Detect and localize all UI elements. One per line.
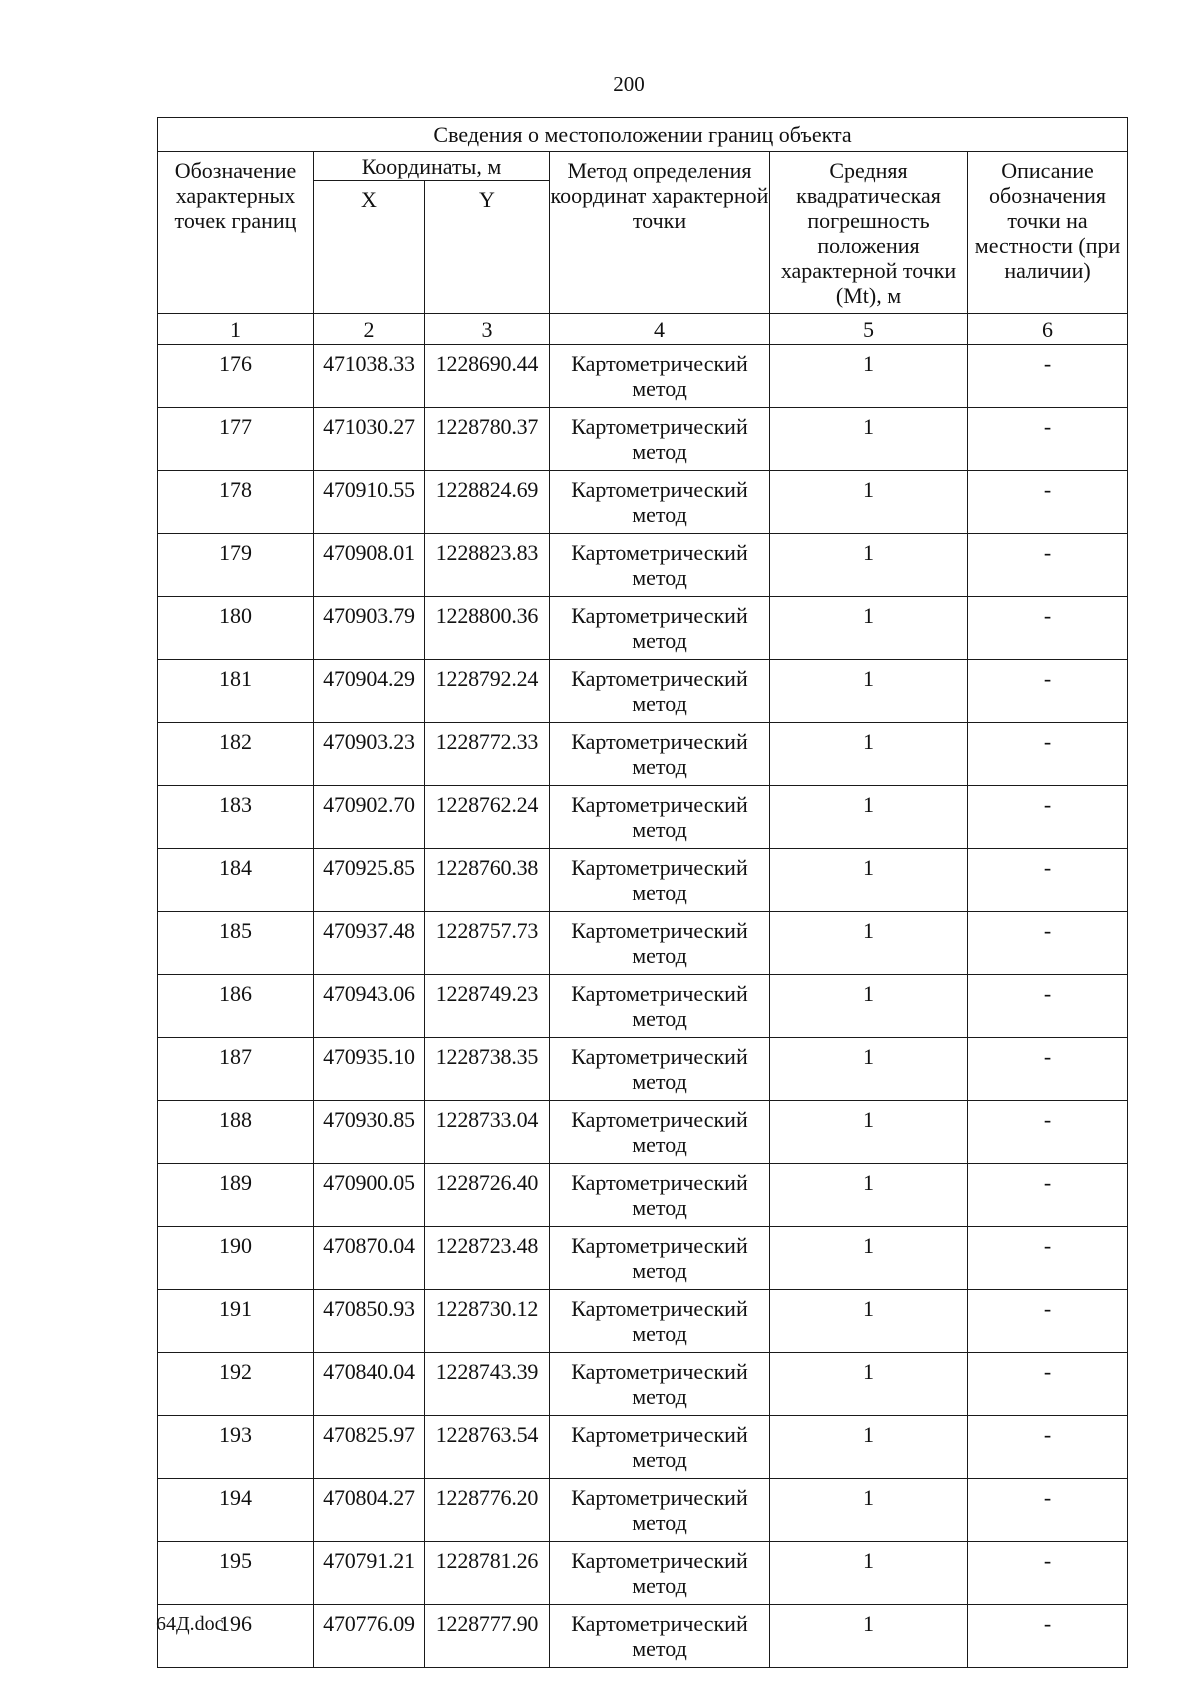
description-cell: - <box>968 1227 1128 1290</box>
column-number: 4 <box>550 314 770 345</box>
x-coordinate-cell: 470937.48 <box>314 912 425 975</box>
description-cell: - <box>968 1353 1128 1416</box>
error-cell: 1 <box>770 1479 968 1542</box>
description-cell: - <box>968 912 1128 975</box>
table-row <box>158 849 1128 912</box>
column-number: 2 <box>314 314 425 345</box>
point-designation-cell: 185 <box>158 912 314 975</box>
method-cell: Картометрический метод <box>550 975 770 1038</box>
description-cell: - <box>968 849 1128 912</box>
point-designation-cell: 190 <box>158 1227 314 1290</box>
x-coordinate-cell: 471030.27 <box>314 408 425 471</box>
column-numbers-row <box>158 314 1128 345</box>
y-coordinate-cell: 1228760.38 <box>425 849 550 912</box>
point-designation-cell: 182 <box>158 723 314 786</box>
point-designation-cell: 176 <box>158 345 314 408</box>
header-error: Средняя квадратическая погрешность положения характерной точки (Mt), м <box>770 152 968 314</box>
table-row <box>158 912 1128 975</box>
point-designation-cell: 178 <box>158 471 314 534</box>
y-coordinate-cell: 1228792.24 <box>425 660 550 723</box>
y-coordinate-cell: 1228763.54 <box>425 1416 550 1479</box>
point-designation-cell: 192 <box>158 1353 314 1416</box>
table-row <box>158 1542 1128 1605</box>
error-cell: 1 <box>770 912 968 975</box>
error-cell: 1 <box>770 471 968 534</box>
method-cell: Картометрический метод <box>550 1479 770 1542</box>
column-number: 5 <box>770 314 968 345</box>
description-cell: - <box>968 1542 1128 1605</box>
table-row <box>158 408 1128 471</box>
point-designation-cell: 194 <box>158 1479 314 1542</box>
description-cell: - <box>968 534 1128 597</box>
table-row <box>158 471 1128 534</box>
error-cell: 1 <box>770 1542 968 1605</box>
method-cell: Картометрический метод <box>550 849 770 912</box>
y-coordinate-cell: 1228824.69 <box>425 471 550 534</box>
y-coordinate-cell: 1228781.26 <box>425 1542 550 1605</box>
description-cell: - <box>968 471 1128 534</box>
x-coordinate-cell: 470840.04 <box>314 1353 425 1416</box>
table-row <box>158 597 1128 660</box>
error-cell: 1 <box>770 786 968 849</box>
x-coordinate-cell: 470930.85 <box>314 1101 425 1164</box>
point-designation-cell: 189 <box>158 1164 314 1227</box>
description-cell: - <box>968 975 1128 1038</box>
y-coordinate-cell: 1228738.35 <box>425 1038 550 1101</box>
y-coordinate-cell: 1228823.83 <box>425 534 550 597</box>
page-number: 200 <box>613 72 645 96</box>
error-cell: 1 <box>770 597 968 660</box>
x-coordinate-cell: 470908.01 <box>314 534 425 597</box>
description-cell: - <box>968 786 1128 849</box>
y-coordinate-cell: 1228776.20 <box>425 1479 550 1542</box>
description-cell: - <box>968 1605 1128 1668</box>
point-designation-cell: 177 <box>158 408 314 471</box>
point-designation-cell: 179 <box>158 534 314 597</box>
table-row <box>158 534 1128 597</box>
table-row <box>158 723 1128 786</box>
x-coordinate-cell: 471038.33 <box>314 345 425 408</box>
point-designation-cell: 187 <box>158 1038 314 1101</box>
x-coordinate-cell: 470903.23 <box>314 723 425 786</box>
method-cell: Картометрический метод <box>550 1416 770 1479</box>
error-cell: 1 <box>770 849 968 912</box>
footer-filename: 64Д.doc <box>156 1613 224 1635</box>
method-cell: Картометрический метод <box>550 1605 770 1668</box>
point-designation-cell: 196 <box>158 1605 314 1668</box>
error-cell: 1 <box>770 1101 968 1164</box>
table-row <box>158 1605 1128 1668</box>
description-cell: - <box>968 723 1128 786</box>
x-coordinate-cell: 470904.29 <box>314 660 425 723</box>
point-designation-cell: 183 <box>158 786 314 849</box>
column-number: 6 <box>968 314 1128 345</box>
error-cell: 1 <box>770 975 968 1038</box>
x-coordinate-cell: 470870.04 <box>314 1227 425 1290</box>
table-row <box>158 1353 1128 1416</box>
header-y: Y <box>425 181 550 314</box>
y-coordinate-cell: 1228772.33 <box>425 723 550 786</box>
y-coordinate-cell: 1228762.24 <box>425 786 550 849</box>
point-designation-cell: 186 <box>158 975 314 1038</box>
description-cell: - <box>968 1416 1128 1479</box>
x-coordinate-cell: 470804.27 <box>314 1479 425 1542</box>
table-row <box>158 975 1128 1038</box>
method-cell: Картометрический метод <box>550 1164 770 1227</box>
description-cell: - <box>968 1164 1128 1227</box>
method-cell: Картометрический метод <box>550 597 770 660</box>
point-designation-cell: 180 <box>158 597 314 660</box>
method-cell: Картометрический метод <box>550 1542 770 1605</box>
y-coordinate-cell: 1228777.90 <box>425 1605 550 1668</box>
y-coordinate-cell: 1228800.36 <box>425 597 550 660</box>
table-row <box>158 660 1128 723</box>
point-designation-cell: 184 <box>158 849 314 912</box>
method-cell: Картометрический метод <box>550 786 770 849</box>
y-coordinate-cell: 1228723.48 <box>425 1227 550 1290</box>
table-row <box>158 1101 1128 1164</box>
header-method: Метод определения координат характерной точки <box>550 152 770 314</box>
method-cell: Картометрический метод <box>550 912 770 975</box>
description-cell: - <box>968 1038 1128 1101</box>
table-row <box>158 1164 1128 1227</box>
method-cell: Картометрический метод <box>550 408 770 471</box>
x-coordinate-cell: 470825.97 <box>314 1416 425 1479</box>
y-coordinate-cell: 1228730.12 <box>425 1290 550 1353</box>
method-cell: Картометрический метод <box>550 1101 770 1164</box>
y-coordinate-cell: 1228733.04 <box>425 1101 550 1164</box>
error-cell: 1 <box>770 660 968 723</box>
column-number: 3 <box>425 314 550 345</box>
point-designation-cell: 195 <box>158 1542 314 1605</box>
method-cell: Картометрический метод <box>550 1290 770 1353</box>
header-designation: Обозначение характерных точек границ <box>158 152 314 314</box>
method-cell: Картометрический метод <box>550 534 770 597</box>
method-cell: Картометрический метод <box>550 1038 770 1101</box>
column-number: 1 <box>158 314 314 345</box>
method-cell: Картометрический метод <box>550 723 770 786</box>
method-cell: Картометрический метод <box>550 1353 770 1416</box>
point-designation-cell: 191 <box>158 1290 314 1353</box>
x-coordinate-cell: 470910.55 <box>314 471 425 534</box>
x-coordinate-cell: 470903.79 <box>314 597 425 660</box>
x-coordinate-cell: 470943.06 <box>314 975 425 1038</box>
table-row <box>158 1227 1128 1290</box>
error-cell: 1 <box>770 345 968 408</box>
y-coordinate-cell: 1228749.23 <box>425 975 550 1038</box>
description-cell: - <box>968 597 1128 660</box>
table-row <box>158 1416 1128 1479</box>
header-description: Описание обозначения точки на местности (при наличии) <box>968 152 1128 314</box>
x-coordinate-cell: 470902.70 <box>314 786 425 849</box>
table-row <box>158 1290 1128 1353</box>
error-cell: 1 <box>770 723 968 786</box>
header-coordinates: Координаты, м <box>314 152 550 181</box>
description-cell: - <box>968 660 1128 723</box>
description-cell: - <box>968 1290 1128 1353</box>
error-cell: 1 <box>770 534 968 597</box>
x-coordinate-cell: 470850.93 <box>314 1290 425 1353</box>
error-cell: 1 <box>770 1605 968 1668</box>
y-coordinate-cell: 1228726.40 <box>425 1164 550 1227</box>
table-body <box>158 345 1128 1668</box>
x-coordinate-cell: 470935.10 <box>314 1038 425 1101</box>
error-cell: 1 <box>770 1038 968 1101</box>
x-coordinate-cell: 470791.21 <box>314 1542 425 1605</box>
error-cell: 1 <box>770 1227 968 1290</box>
y-coordinate-cell: 1228757.73 <box>425 912 550 975</box>
description-cell: - <box>968 345 1128 408</box>
method-cell: Картометрический метод <box>550 471 770 534</box>
error-cell: 1 <box>770 408 968 471</box>
x-coordinate-cell: 470776.09 <box>314 1605 425 1668</box>
y-coordinate-cell: 1228690.44 <box>425 345 550 408</box>
x-coordinate-cell: 470900.05 <box>314 1164 425 1227</box>
error-cell: 1 <box>770 1416 968 1479</box>
method-cell: Картометрический метод <box>550 1227 770 1290</box>
method-cell: Картометрический метод <box>550 660 770 723</box>
error-cell: 1 <box>770 1353 968 1416</box>
error-cell: 1 <box>770 1164 968 1227</box>
point-designation-cell: 181 <box>158 660 314 723</box>
error-cell: 1 <box>770 1290 968 1353</box>
description-cell: - <box>968 1101 1128 1164</box>
x-coordinate-cell: 470925.85 <box>314 849 425 912</box>
point-designation-cell: 188 <box>158 1101 314 1164</box>
description-cell: - <box>968 1479 1128 1542</box>
header-x: X <box>314 181 425 314</box>
table-caption: Сведения о местоположении границ объекта <box>158 118 1128 152</box>
table-row <box>158 1038 1128 1101</box>
table-row <box>158 345 1128 408</box>
y-coordinate-cell: 1228743.39 <box>425 1353 550 1416</box>
table-row <box>158 1479 1128 1542</box>
method-cell: Картометрический метод <box>550 345 770 408</box>
description-cell: - <box>968 408 1128 471</box>
boundary-coordinates-table <box>157 117 1128 1668</box>
y-coordinate-cell: 1228780.37 <box>425 408 550 471</box>
table-row <box>158 786 1128 849</box>
point-designation-cell: 193 <box>158 1416 314 1479</box>
